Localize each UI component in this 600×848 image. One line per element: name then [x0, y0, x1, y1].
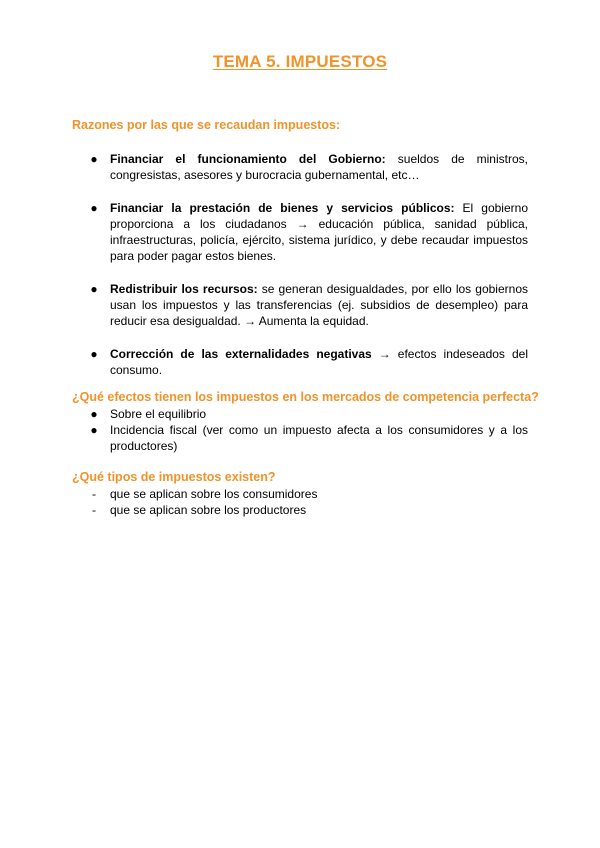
item-text: que se aplican sobre los consumidores [110, 487, 318, 501]
section-heading-types: ¿Qué tipos de impuestos existen? [72, 470, 276, 484]
page-title: TEMA 5. IMPUESTOS [212, 52, 388, 71]
section-heading-effects: ¿Qué efectos tienen los impuestos en los mercados de competencia perfecta? [72, 390, 539, 404]
item-text: → efectos indeseados del consumo. [110, 347, 528, 377]
bullet-marker: ● [90, 201, 98, 215]
list-item [90, 281, 528, 329]
dash-marker: - [92, 487, 96, 501]
item-text: sueldos de ministros, congresistas, asesores y burocracia gubernamental, etc… [110, 152, 528, 182]
list-item [90, 406, 528, 422]
item-text: Sobre el equilibrio [110, 407, 207, 421]
effects-list [90, 406, 528, 454]
bullet-marker: ● [90, 407, 98, 421]
reasons-list [90, 151, 528, 395]
list-item [92, 486, 528, 502]
bullet-marker: ● [90, 152, 98, 166]
bullet-marker: ● [90, 347, 98, 361]
list-item [90, 151, 528, 183]
item-term: Financiar la prestación de bienes y servicios públicos: [110, 201, 455, 215]
item-term: Redistribuir los recursos: [110, 282, 258, 296]
bullet-marker: ● [90, 282, 98, 296]
dash-marker: - [92, 503, 96, 517]
list-item [90, 422, 528, 454]
bullet-marker: ● [90, 423, 98, 437]
section-heading-reasons: Razones por las que se recaudan impuestos: [72, 118, 341, 132]
item-text: El gobierno proporciona a los ciudadanos → educación pública, sanidad pública, infraestructuras, policía, ejército, sistema jurídico, y debe recaudar impuestos para poder pagar estos bienes. [110, 201, 528, 263]
item-text: que se aplican sobre los productores [110, 503, 307, 517]
list-item [92, 502, 528, 518]
item-text: Incidencia fiscal (ver como un impuesto afecta a los consumidores y a los productores) [110, 423, 528, 453]
item-term: Corrección de las externalidades negativas [110, 347, 372, 361]
types-list [92, 486, 528, 518]
list-item [90, 200, 528, 264]
item-term: Financiar el funcionamiento del Gobierno: [110, 152, 386, 166]
list-item [90, 346, 528, 378]
item-text: se generan desigualdades, por ello los gobiernos usan los impuestos y las transferencias (ej. subsidios de desempleo) para reducir esa desigualdad. → Aumenta la equidad. [110, 282, 528, 328]
